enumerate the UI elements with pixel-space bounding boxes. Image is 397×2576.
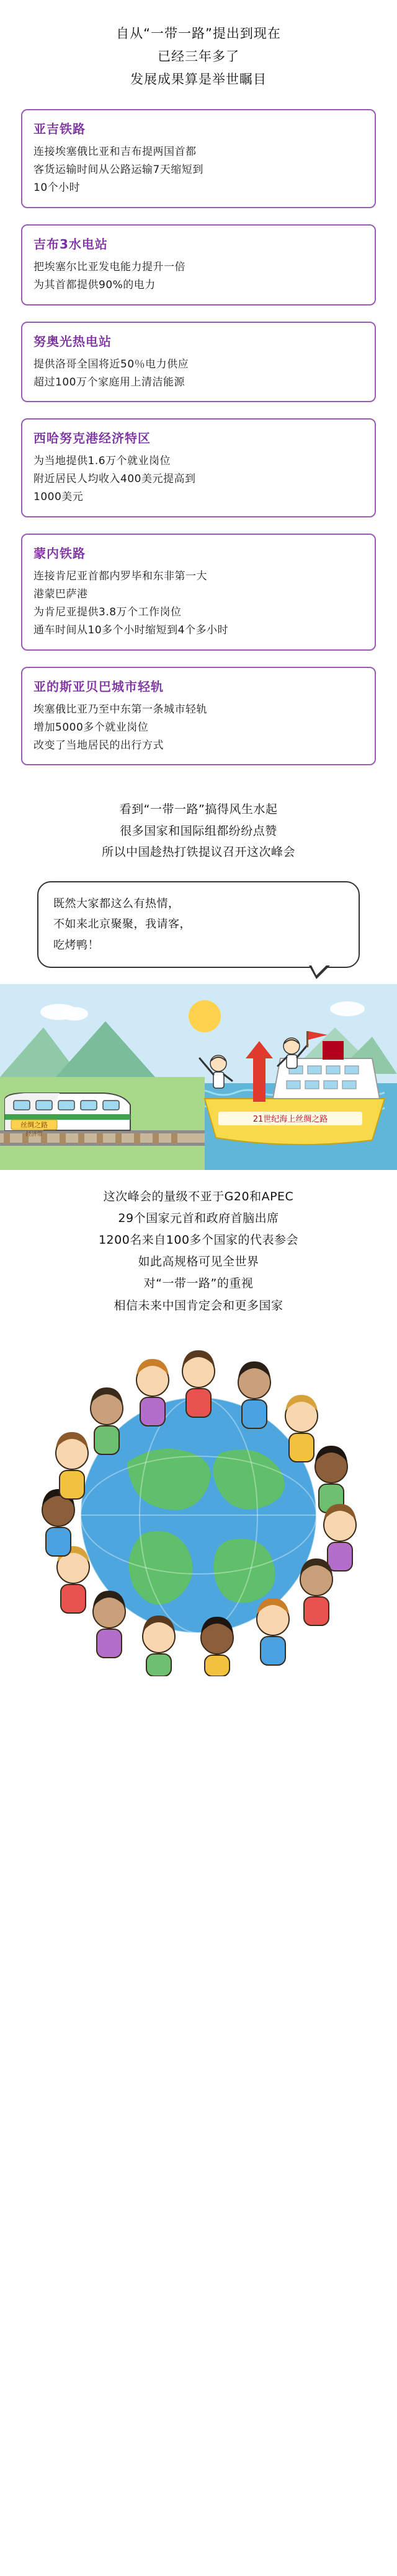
project-line: 客货运输时间从公路运输7天缩短到: [33, 164, 203, 177]
project-title: 亚吉铁路: [33, 121, 86, 137]
closing-line-2: 1200名来自100多个国家的代表参会: [98, 1233, 299, 1247]
project-card: [21, 322, 376, 403]
project-line: 连接埃塞俄比亚和吉布提两国首都: [33, 146, 197, 159]
project-line: 为当地提供1.6万个就业岗位: [33, 455, 171, 468]
intro-line-0: 自从“一带一路”提出到现在: [116, 26, 281, 41]
project-line: 附近居民人均收入400美元提高到: [33, 473, 196, 486]
project-line: 增加5000多个就业岗位: [33, 721, 149, 734]
bubble-tail-icon: [309, 965, 330, 979]
project-line: 连接肯尼亚首都内罗毕和东非第一大: [33, 570, 207, 583]
bubble-line-1: 不如来北京聚聚，我请客，: [53, 918, 191, 931]
closing-line-0: 这次峰会的量级不亚于G20和APEC: [103, 1189, 294, 1203]
train-ship-illustration: [0, 984, 397, 1170]
speech-bubble: [37, 881, 360, 968]
closing-line-4: 对“一带一路”的重视: [143, 1277, 254, 1291]
project-line: 港蒙巴萨港: [33, 588, 88, 601]
project-line: 10个小时: [33, 182, 81, 195]
project-line: 为肯尼亚提供3.8万个工作岗位: [33, 605, 182, 618]
project-cards: [0, 107, 397, 788]
project-card: [21, 224, 376, 306]
speech-bubble-wrap: [0, 873, 397, 974]
project-title: 蒙内铁路: [33, 546, 86, 561]
project-line: 1000美元: [33, 491, 84, 504]
project-card: [21, 534, 376, 651]
project-line: 通车时间从10多个小时缩短到4个多小时: [33, 623, 228, 636]
project-title: 亚的斯亚贝巴城市轻轨: [33, 679, 164, 694]
train-sublabel-text: 经济带: [25, 1131, 43, 1138]
globe-children-illustration: [0, 1329, 397, 1676]
bubble-line-0: 既然大家都这么有热情，: [53, 897, 180, 910]
narrative-line-0: 看到“一带一路”搞得风生水起: [119, 802, 278, 817]
bubble-line-2: 吃烤鸭！: [53, 938, 99, 952]
closing-line-1: 29个国家元首和政府首脑出席: [118, 1211, 279, 1225]
project-title: 努奥光热电站: [33, 333, 112, 349]
project-line: 埃塞俄比亚乃至中东第一条城市轻轨: [33, 703, 207, 716]
narrative-line-1: 很多国家和国际组都纷纷点赞: [120, 824, 277, 838]
narrative-line-2: 所以中国趁热打铁提议召开这次峰会: [101, 845, 295, 859]
intro-line-1: 已经三年多了: [158, 48, 239, 64]
narrative-section: [0, 788, 397, 873]
project-title: 吉布3水电站: [33, 236, 108, 252]
project-card: [21, 109, 376, 208]
project-line: 提供洛哥全国将近50％电力供应: [33, 358, 189, 371]
project-card: [21, 667, 376, 766]
project-card: [21, 418, 376, 517]
project-line: 把埃塞尔比亚发电能力提升一倍: [33, 260, 185, 273]
project-line: 超过100万个家庭用上清洁能源: [33, 376, 185, 389]
closing-section: [0, 1170, 397, 1329]
train-label-text: 丝绸之路: [20, 1120, 48, 1129]
project-line: 改变了当地居民的出行方式: [33, 739, 164, 752]
project-line: 为其首都提供90%的电力: [33, 278, 156, 291]
closing-line-5: 相信未来中国肯定会和更多国家: [114, 1298, 283, 1312]
project-title: 西哈努克港经济特区: [33, 431, 151, 446]
ship-label-text: 21世纪海上丝绸之路: [252, 1114, 328, 1124]
intro-section: [0, 0, 397, 107]
intro-line-2: 发展成果算是举世瞩目: [130, 71, 267, 87]
closing-line-3: 如此高规格可见全世界: [138, 1255, 259, 1269]
